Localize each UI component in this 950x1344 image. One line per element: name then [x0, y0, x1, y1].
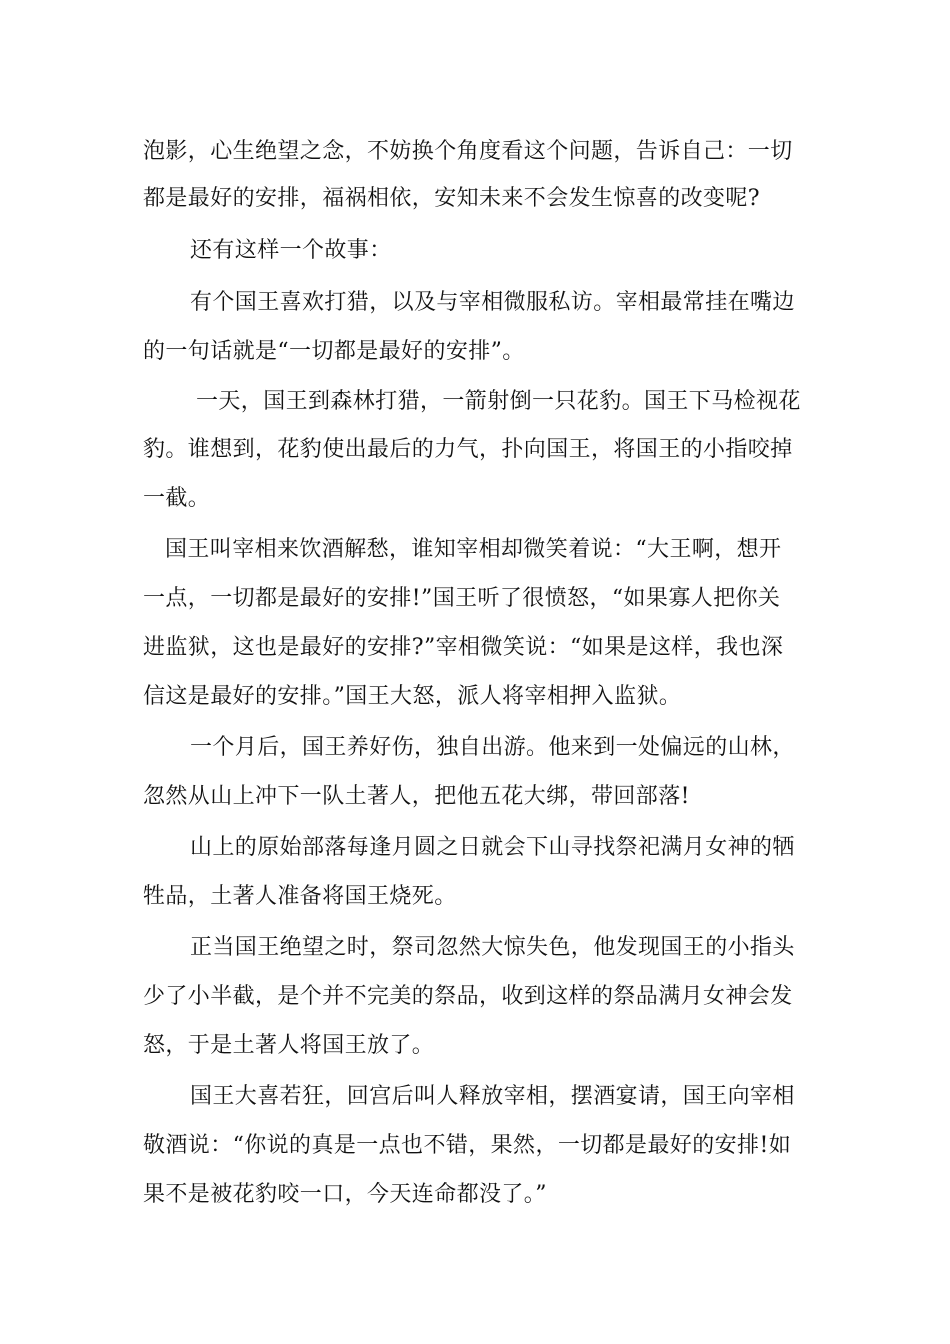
text-line-7: 豹。谁想到，花豹使出最后的力气，扑向国王，将国王的小指咬掉 [143, 437, 793, 462]
text-line-22: 果不是被花豹咬一口，今天连命都没了。” [143, 1182, 547, 1207]
text-line-12: 信这是最好的安排。”国王大怒，派人将宰相押入监狱。 [143, 684, 682, 709]
text-line-5: 的一句话就是“一切都是最好的安排”。 [143, 339, 525, 364]
text-line-1: 泡影，心生绝望之念，不妨换个角度看这个问题，告诉自己：一切 [143, 139, 793, 164]
text-line-8: 一截。 [143, 486, 211, 511]
text-line-9: 国王叫宰相来饮酒解愁，谁知宰相却微笑着说：“大王啊，想开 [165, 537, 782, 562]
text-line-17: 正当国王绝望之时，祭司忽然大惊失色，他发现国王的小指头 [190, 935, 795, 960]
text-line-2: 都是最好的安排，福祸相依，安知未来不会发生惊喜的改变呢? [143, 186, 760, 211]
text-line-15: 山上的原始部落每逢月圆之日就会下山寻找祭祀满月女神的牺 [190, 835, 795, 860]
text-line-3: 还有这样一个故事： [190, 238, 392, 263]
text-line-4: 有个国王喜欢打猎，以及与宰相微服私访。宰相最常挂在嘴边 [190, 290, 795, 315]
text-line-6: 一天，国王到森林打猎，一箭射倒一只花豹。国王下马检视花 [196, 389, 801, 414]
text-line-11: 进监狱，这也是最好的安排?”宰相微笑说：“如果是这样，我也深 [143, 635, 784, 660]
text-line-16: 牲品，土著人准备将国王烧死。 [143, 884, 457, 909]
text-line-14: 忽然从山上冲下一队土著人，把他五花大绑，带回部落! [143, 784, 690, 809]
text-line-10: 一点，一切都是最好的安排!”国王听了很愤怒，“如果寡人把你关 [143, 586, 781, 611]
text-line-20: 国王大喜若狂，回宫后叫人释放宰相，摆酒宴请，国王向宰相 [190, 1084, 795, 1109]
text-line-21: 敬酒说：“你说的真是一点也不错，果然，一切都是最好的安排!如 [143, 1133, 792, 1158]
text-line-18: 少了小半截，是个并不完美的祭品，收到这样的祭品满月女神会发 [143, 984, 793, 1009]
text-line-19: 怒，于是土著人将国王放了。 [143, 1033, 435, 1058]
text-line-13: 一个月后，国王养好伤，独自出游。他来到一处偏远的山林， [190, 735, 795, 760]
